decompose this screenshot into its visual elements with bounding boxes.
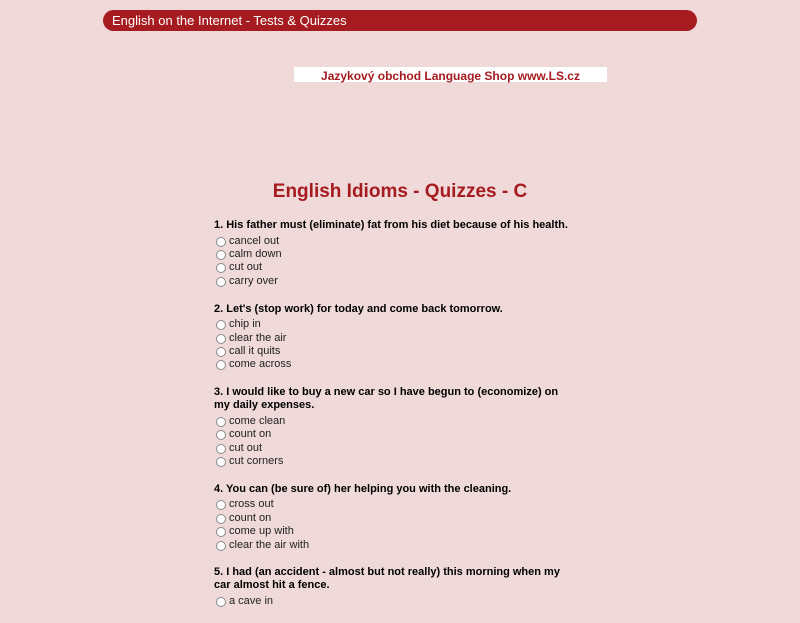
answer-option[interactable] bbox=[214, 274, 574, 287]
answer-option[interactable] bbox=[214, 261, 574, 274]
answer-option[interactable] bbox=[214, 414, 574, 427]
radio-button[interactable] bbox=[216, 320, 226, 330]
option-label[interactable]: call it quits bbox=[229, 345, 281, 358]
radio-button[interactable] bbox=[216, 334, 226, 344]
option-label[interactable]: a cave in bbox=[229, 594, 274, 607]
answer-option[interactable] bbox=[214, 234, 574, 247]
answer-option[interactable] bbox=[214, 498, 574, 511]
answer-option[interactable] bbox=[214, 344, 574, 357]
radio-button[interactable] bbox=[216, 457, 226, 467]
option-label[interactable]: cancel out bbox=[229, 234, 280, 247]
radio-button[interactable] bbox=[216, 347, 226, 357]
question-2 bbox=[214, 303, 574, 372]
radio-button[interactable] bbox=[216, 444, 226, 454]
shop-banner-link[interactable]: Jazykový obchod Language Shop www.LS.cz bbox=[321, 69, 580, 83]
question-1 bbox=[214, 219, 574, 288]
radio-button[interactable] bbox=[216, 430, 226, 440]
answer-option[interactable] bbox=[214, 441, 574, 454]
question-text: 4. You can (be sure of) her helping you with the cleaning. bbox=[214, 482, 512, 495]
radio-button[interactable] bbox=[216, 237, 226, 247]
option-label[interactable]: calm down bbox=[229, 248, 282, 261]
radio-button[interactable] bbox=[216, 541, 226, 551]
answer-option[interactable] bbox=[214, 538, 574, 551]
option-label[interactable]: come up with bbox=[229, 525, 294, 538]
radio-button[interactable] bbox=[216, 527, 226, 537]
radio-button[interactable] bbox=[216, 277, 226, 287]
radio-button[interactable] bbox=[216, 263, 226, 273]
radio-button[interactable] bbox=[216, 250, 226, 260]
option-label[interactable]: count on bbox=[229, 511, 272, 524]
radio-button[interactable] bbox=[216, 514, 226, 524]
option-label[interactable]: carry over bbox=[229, 274, 278, 287]
question-3 bbox=[214, 386, 574, 468]
option-label[interactable]: cut out bbox=[229, 441, 263, 454]
answer-option[interactable] bbox=[214, 331, 574, 344]
option-label[interactable]: come clean bbox=[229, 414, 286, 427]
radio-button[interactable] bbox=[216, 360, 226, 370]
question-5 bbox=[214, 566, 574, 607]
page-title: English Idioms - Quizzes - C bbox=[272, 181, 528, 202]
site-header-bar bbox=[103, 10, 697, 31]
question-text: 5. I had (an accident - almost but not really) this morning when my car almost hit a fence. bbox=[214, 566, 560, 592]
radio-button[interactable] bbox=[216, 417, 226, 427]
question-text: 2. Let's (stop work) for today and come back tomorrow. bbox=[214, 302, 503, 315]
answer-option[interactable] bbox=[214, 428, 574, 441]
answer-option[interactable] bbox=[214, 247, 574, 260]
radio-button[interactable] bbox=[216, 597, 226, 607]
answer-option[interactable] bbox=[214, 511, 574, 524]
question-text: 3. I would like to buy a new car so I have begun to (economize) on my daily expenses. bbox=[214, 386, 559, 412]
question-4 bbox=[214, 483, 574, 552]
option-label[interactable]: come across bbox=[229, 358, 292, 371]
shop-banner[interactable] bbox=[294, 67, 607, 82]
option-label[interactable]: cut out bbox=[229, 261, 263, 274]
option-label[interactable]: clear the air with bbox=[229, 538, 310, 551]
answer-option[interactable] bbox=[214, 594, 574, 607]
quiz-form bbox=[214, 219, 574, 623]
option-label[interactable]: clear the air bbox=[229, 331, 287, 344]
answer-option[interactable] bbox=[214, 358, 574, 371]
radio-button[interactable] bbox=[216, 500, 226, 510]
answer-option[interactable] bbox=[214, 524, 574, 537]
option-label[interactable]: chip in bbox=[229, 318, 261, 331]
option-label[interactable]: cross out bbox=[229, 498, 274, 511]
answer-option[interactable] bbox=[214, 454, 574, 467]
option-label[interactable]: cut corners bbox=[229, 454, 284, 467]
site-title: English on the Internet - Tests & Quizzes bbox=[112, 13, 347, 28]
option-label[interactable]: count on bbox=[229, 428, 272, 441]
question-text: 1. His father must (eliminate) fat from his diet because of his health. bbox=[214, 219, 568, 231]
answer-option[interactable] bbox=[214, 318, 574, 331]
